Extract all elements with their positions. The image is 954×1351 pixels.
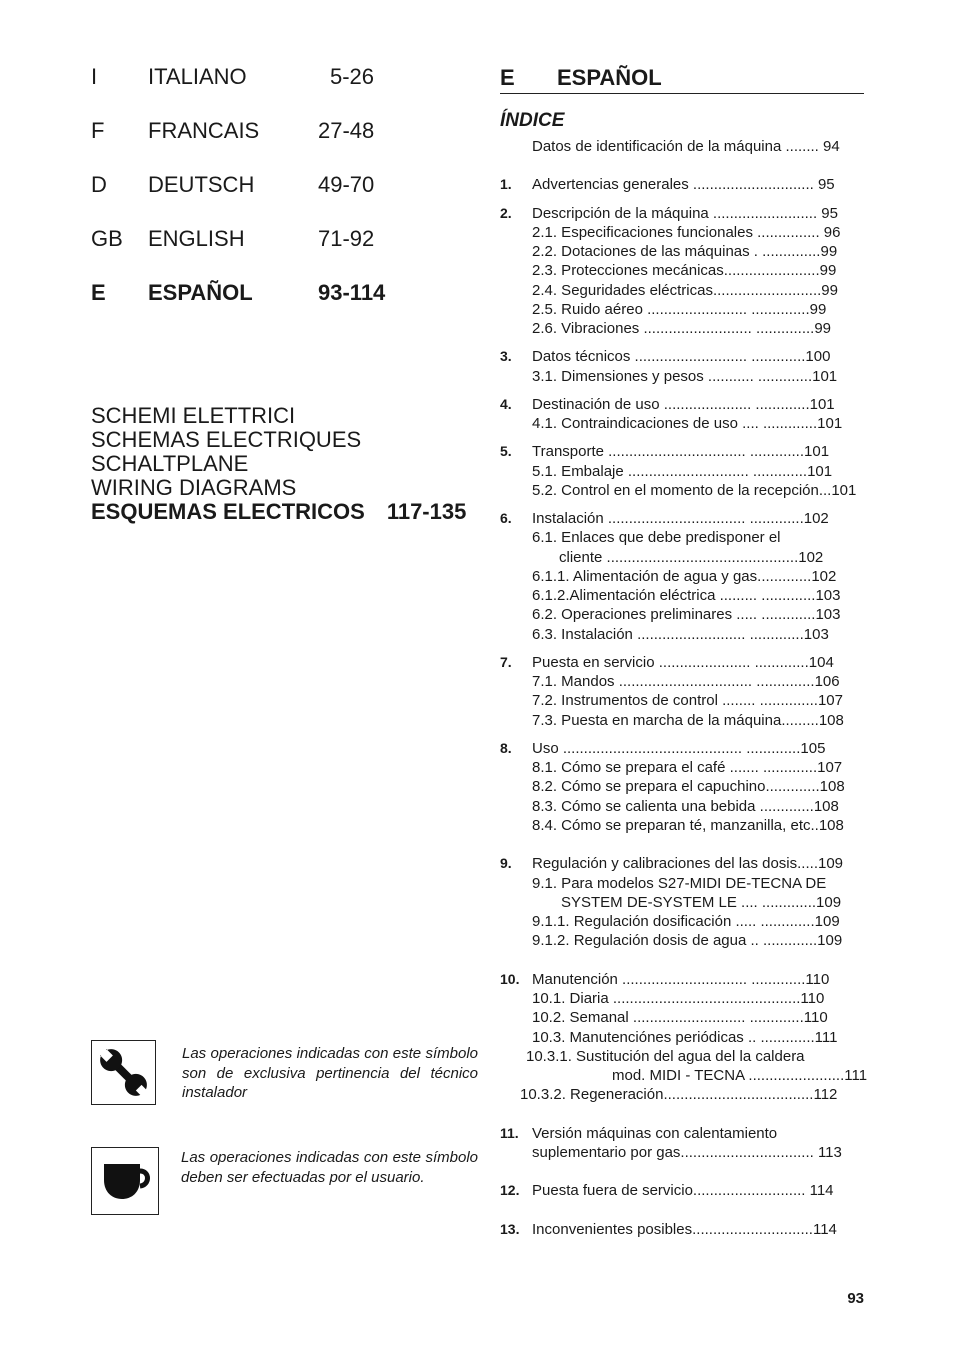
- language-pages: 71-92: [318, 226, 375, 251]
- language-code: I: [91, 64, 98, 89]
- toc-item: 9.1. Para modelos S27-MIDI DE-TECNA DE: [532, 875, 827, 892]
- section-title: ESPAÑOL: [557, 65, 662, 90]
- toc-item: 10.3.2. Regeneración....................................112: [520, 1086, 838, 1103]
- toc-item-number: 11.: [500, 1125, 519, 1141]
- wrench-icon: [91, 1040, 156, 1105]
- section-code: E: [500, 65, 515, 90]
- toc-item: 2.3. Protecciones mecánicas.......................99: [532, 262, 837, 279]
- language-name: ESPAÑOL: [148, 280, 253, 305]
- schemi-line-spanish: [91, 500, 491, 524]
- toc-item-number: 2.: [500, 205, 512, 221]
- toc-item: 10.3. Manutenciónes periódicas .. .............111: [532, 1029, 838, 1046]
- toc-item: 8.4. Cómo se preparan té, manzanilla, etc..108: [532, 817, 844, 834]
- toc-item: Datos técnicos ........................... .............100: [532, 348, 831, 365]
- toc-item: Transporte ................................. .............101: [532, 443, 830, 460]
- toc-item: 8.2. Cómo se prepara el capuchino.............108: [532, 778, 845, 795]
- toc-item-number: 7.: [500, 654, 512, 670]
- toc-item-number: 10.: [500, 971, 520, 987]
- toc-item: 6.1.2.Alimentación eléctrica ......... .............103: [532, 587, 841, 604]
- toc-item: 2.4. Seguridades eléctricas..........................99: [532, 282, 838, 299]
- schemi-line: SCHALTPLANE: [91, 451, 249, 476]
- language-pages: 49-70: [318, 172, 375, 197]
- toc-item: Manutención .............................. .............110: [532, 971, 830, 988]
- toc-item: 6.3. Instalación .......................... .............103: [532, 626, 829, 643]
- index-title: ÍNDICE: [500, 110, 565, 131]
- toc-item: Regulación y calibraciones del las dosis.....109: [532, 855, 844, 872]
- toc-item: 6.1. Enlaces que debe predisponer el: [532, 529, 781, 546]
- page-number: 93: [847, 1290, 864, 1307]
- toc-item: 5.1. Embalaje ............................. .............101: [532, 463, 833, 480]
- toc-item: Puesta fuera de servicio........................... 114: [532, 1182, 834, 1199]
- toc-item-number: 12.: [500, 1182, 520, 1198]
- toc-item: Advertencias generales ............................. 95: [532, 176, 835, 193]
- toc-item: 2.5. Ruido aéreo ........................ ..............99: [532, 301, 827, 318]
- language-code: E: [91, 280, 106, 305]
- toc-item: 2.1. Especificaciones funcionales ............... 96: [532, 224, 841, 241]
- schemi-line: SCHEMI ELETTRICI: [91, 403, 296, 428]
- toc-item-number: 9.: [500, 855, 512, 871]
- toc-item: Puesta en servicio ...................... .............104: [532, 654, 834, 671]
- cup-note: Las operaciones indicadas con este símbolo deben ser efectuadas por el usuario.: [181, 1149, 478, 1186]
- language-code: GB: [91, 226, 123, 251]
- toc-item: 6.1.1. Alimentación de agua y gas.............102: [532, 568, 837, 585]
- toc-item-number: 8.: [500, 740, 512, 756]
- toc-item: mod. MIDI - TECNA .......................111: [612, 1067, 868, 1084]
- wiring-diagrams-block: [91, 404, 491, 524]
- language-name: DEUTSCH: [148, 172, 255, 197]
- cup-icon: [91, 1147, 159, 1215]
- language-pages: 93-114: [318, 280, 386, 305]
- toc-item-number: 5.: [500, 443, 512, 459]
- toc-item: 2.2. Dotaciones de las máquinas . ..............99: [532, 243, 838, 260]
- toc-item-number: 4.: [500, 396, 512, 412]
- wrench-note: Las operaciones indicadas con este símbolo son de exclusiva pertinencia del técnico instalador: [182, 1045, 478, 1101]
- toc-item: SYSTEM DE-SYSTEM LE .... .............109: [561, 894, 842, 911]
- schemi-line: SCHEMAS ELECTRIQUES: [91, 427, 362, 452]
- toc-item-number: 13.: [500, 1221, 520, 1237]
- toc-item-number: 6.: [500, 510, 512, 526]
- language-name: ENGLISH: [148, 226, 245, 251]
- toc-item: 5.2. Control en el momento de la recepción...101: [532, 482, 857, 499]
- toc-item: Instalación ................................. .............102: [532, 510, 829, 527]
- toc-item: 9.1.2. Regulación dosis de agua .. .............109: [532, 932, 843, 949]
- language-pages: 5-26: [330, 64, 375, 89]
- toc-item: 6.2. Operaciones preliminares ..... .............103: [532, 606, 841, 623]
- toc-item: Datos de identificación de la máquina ........ 94: [532, 138, 840, 155]
- section-header: [500, 62, 864, 94]
- toc-item: suplementario por gas................................ 113: [532, 1144, 842, 1161]
- toc-item: 7.1. Mandos ................................ ..............106: [532, 673, 840, 690]
- toc-item: 4.1. Contraindicaciones de uso .... .............101: [532, 415, 843, 432]
- language-name: FRANCAIS: [148, 118, 260, 143]
- toc-item: 9.1.1. Regulación dosificación ..... .............109: [532, 913, 840, 930]
- toc-item-number: 3.: [500, 348, 512, 364]
- schemi-bold-pages: 117-135: [386, 499, 467, 524]
- toc-item: cliente ..............................................102: [559, 549, 824, 566]
- toc-item: 8.3. Cómo se calienta una bebida .............108: [532, 798, 839, 815]
- language-code: F: [91, 118, 105, 143]
- toc-item: Uso ........................................... .............105: [532, 740, 826, 757]
- toc-item: 8.1. Cómo se prepara el café ....... .............107: [532, 759, 843, 776]
- toc-item: Descripción de la máquina ......................... 95: [532, 205, 838, 222]
- language-name: ITALIANO: [148, 64, 247, 89]
- language-pages: 27-48: [318, 118, 375, 143]
- language-code: D: [91, 172, 107, 197]
- toc-item: 10.2. Semanal ........................... .............110: [532, 1009, 828, 1026]
- toc-item: 2.6. Vibraciones .......................... ..............99: [532, 320, 832, 337]
- toc-item: 10.1. Diaria .............................................110: [532, 990, 825, 1007]
- toc-item-number: 1.: [500, 176, 512, 192]
- toc-item: Versión máquinas con calentamiento: [532, 1125, 778, 1142]
- toc-item: 3.1. Dimensiones y pesos ........... .............101: [532, 368, 838, 385]
- schemi-bold-label: ESQUEMAS ELECTRICOS: [91, 499, 365, 524]
- toc-item: 10.3.1. Sustitución del agua del la caldera: [526, 1048, 805, 1065]
- toc-item: Destinación de uso ..................... .............101: [532, 396, 835, 413]
- toc-item: Inconvenientes posibles.............................114: [532, 1221, 837, 1238]
- toc-item: 7.3. Puesta en marcha de la máquina.........108: [532, 712, 844, 729]
- schemi-line: WIRING DIAGRAMS: [91, 475, 297, 500]
- toc-item: 7.2. Instrumentos de control ........ ..............107: [532, 692, 843, 709]
